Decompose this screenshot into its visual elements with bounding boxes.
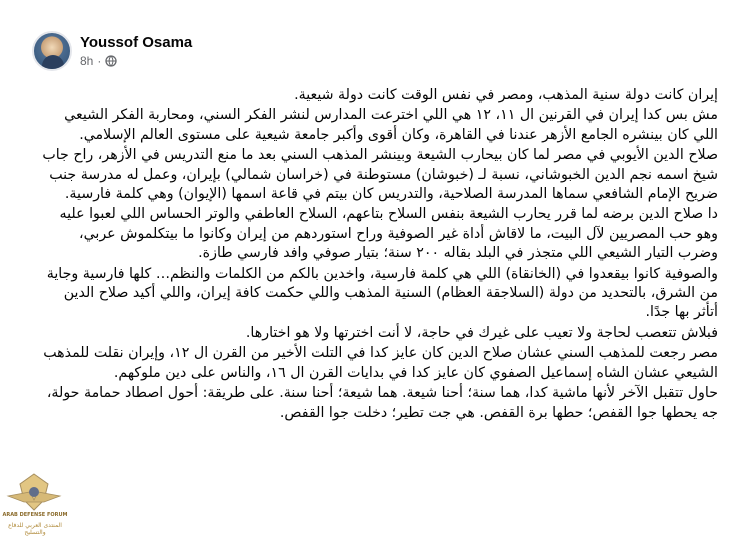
post-paragraph: دا صلاح الدين برضه لما قرر يحارب الشيعة بنفس السلاح بتاعهم، السلاح العاطفي والوتر الحساس اللي لعبوا عليه وهو حب المصريين لآل البيت، ما لاقاش أداة غير الصوفية وراح استوردهم من إيران وكانوا ما بيتكلموش عربي، وضرب التيار الشيعي اللي متجذر في البلد بقاله ٢٠٠ سنة؛ بتيار صوفي وافد فارسي طازة. bbox=[59, 206, 718, 262]
post-paragraph: مصر رجعت للمذهب السني عشان صلاح الدين كان عايز كدا في التلت الأخير من القرن ال ١٢، وإيران نقلت للمذهب الشيعي عشان الشاه إسماعيل الصفوي كان عايز كدا في بدايات القرن ال ١٦، والناس على دين ملوكهم. bbox=[43, 345, 718, 381]
avatar[interactable] bbox=[32, 31, 72, 71]
post-paragraph: والصوفية كانوا بيقعدوا في (الخانقاة) اللي هي كلمة فارسية، واخدين بالكم من الكلمات والنظم… كلها فارسية وجاية من الشرق، بالتحديد من دولة (السلاجقة العظام) السنية المذهب واللي حكمت كافة إيران، واللي أكيد صلاح الدين أتأثر بها جدًا. bbox=[46, 265, 718, 321]
post-paragraph: فبلاش تتعصب لحاجة ولا تعيب على غيرك في حاجة، لا أنت اخترتها ولا هو اختارها. bbox=[245, 324, 718, 341]
watermark-subtitle: المنتدى العربي للدفاع والتسليح bbox=[8, 522, 62, 536]
post-meta bbox=[80, 34, 192, 68]
post-paragraph: صلاح الدين الأيوبي في مصر لما كان بيحارب الشيعة وبينشر المذهب السني بعد ما منع التدريس في الأزهر، راح جاب شيخ اسمه نجم الدين الخبوشاني، نسبة لـ (خبوشان) مستوطنة في (خراسان شمالي) بإيران، وعمل له مدرسة جنب ضريح الإمام الشافعي سماها المدرسة الصلاحية، والتدريس كان بيتم في قاعة اسمها (الإيوان) وهي كلمة فارسية. bbox=[42, 147, 718, 203]
post-paragraph: إيران كانت دولة سنية المذهب، ومصر في نفس الوقت كانت دولة شيعية. bbox=[294, 87, 718, 103]
separator-dot: · bbox=[97, 54, 102, 68]
post-header bbox=[32, 27, 192, 75]
post-paragraph: حاول تتقبل الآخر لأنها ماشية كدا، هما سنة؛ أحنا شيعة. هما شيعة؛ أحنا سنة. على طريقة: أحول اصطاد حمامة حولة، جه يحطها جوا القفص؛ حطها برة القفص. هي جت تطير؛ دخلت جوا القفص. bbox=[46, 385, 718, 421]
watermark-title: ARAB DEFENSE FORUM bbox=[2, 512, 68, 518]
author-name[interactable]: Youssof Osama bbox=[80, 34, 193, 51]
post-timestamp[interactable]: 8h bbox=[80, 54, 94, 68]
post-subline bbox=[80, 54, 192, 68]
globe-icon[interactable] bbox=[105, 55, 117, 67]
post-paragraph: مش بس كدا إيران في القرنين ال ١١، ١٢ هي اللي اخترعت المدارس لنشر الفكر السني، ومحاربة الفكر الشيعي اللي كان بينشره الجامع الأزهر عندنا في القاهرة، وكان أقوى وأكبر جامعة شيعية على مستوى العالم الإسلامي. bbox=[64, 107, 718, 143]
post-body bbox=[40, 86, 718, 424]
forum-logo-watermark bbox=[4, 470, 64, 530]
